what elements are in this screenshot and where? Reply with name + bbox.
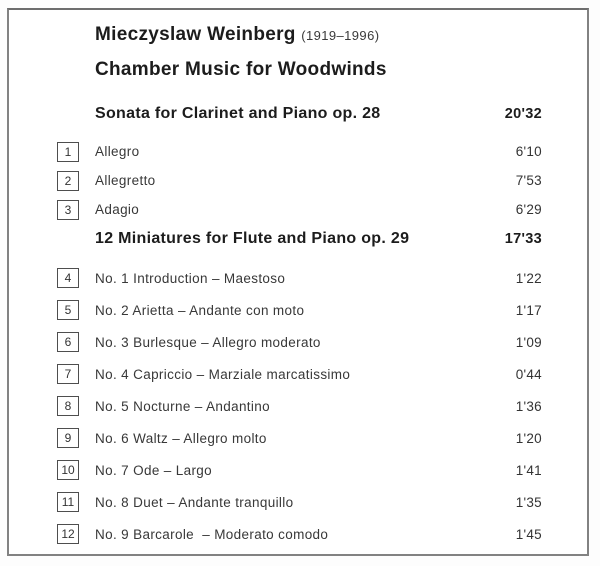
- track-row: [57, 262, 542, 294]
- work-title: 12 Miniatures for Flute and Piano op. 29: [95, 230, 410, 247]
- track-duration: 1'36: [515, 398, 542, 414]
- track-number-box: 1: [57, 142, 79, 162]
- work-duration: 17'33: [504, 231, 542, 247]
- track-title: No. 1 Introduction – Maestoso: [95, 270, 286, 286]
- track-duration: 1'35: [515, 494, 542, 510]
- work-section: [57, 105, 542, 224]
- track-title: No. 8 Duet – Andante tranquillo: [95, 494, 294, 510]
- work-header: [57, 105, 542, 127]
- track-row: [57, 390, 542, 422]
- track-title: No. 5 Nocturne – Andantino: [95, 398, 270, 414]
- track-title: Allegro: [95, 144, 140, 159]
- track-duration: 1'22: [515, 270, 542, 286]
- track-number-box: 10: [57, 460, 79, 480]
- work-header: [57, 230, 542, 252]
- track-row: [57, 518, 542, 550]
- work-title: Sonata for Clarinet and Piano op. 28: [95, 105, 381, 122]
- track-number-box: 5: [57, 300, 79, 320]
- composer-name: Mieczyslaw Weinberg: [95, 24, 296, 45]
- track-number-box: 4: [57, 268, 79, 288]
- track-title: Adagio: [95, 202, 140, 217]
- track-duration: 7'53: [515, 173, 542, 188]
- work-duration: 20'32: [504, 106, 542, 122]
- track-row: [57, 422, 542, 454]
- composer-dates: (1919–1996): [301, 28, 380, 43]
- track-row: [57, 166, 542, 195]
- track-number-box: 7: [57, 364, 79, 384]
- track-row: [57, 195, 542, 224]
- track-title: No. 7 Ode – Largo: [95, 462, 213, 478]
- track-number-box: 6: [57, 332, 79, 352]
- track-title: No. 6 Waltz – Allegro molto: [95, 430, 267, 446]
- track-duration: 1'17: [515, 302, 542, 318]
- track-title: No. 3 Burlesque – Allegro moderato: [95, 334, 321, 350]
- track-title: No. 2 Arietta – Andante con moto: [95, 302, 305, 318]
- track-number-box: 8: [57, 396, 79, 416]
- track-row: [57, 358, 542, 390]
- track-row: [57, 454, 542, 486]
- track-row: [57, 486, 542, 518]
- track-duration: 1'20: [515, 430, 542, 446]
- track-duration: 1'09: [515, 334, 542, 350]
- track-number-box: 2: [57, 171, 79, 191]
- track-duration: 6'10: [515, 144, 542, 159]
- track-list: [57, 0, 542, 550]
- work-section: [57, 230, 542, 550]
- track-number-box: 11: [57, 492, 79, 512]
- track-number-box: 3: [57, 200, 79, 220]
- track-row: [57, 137, 542, 166]
- track-number-box: 9: [57, 428, 79, 448]
- track-duration: 0'44: [515, 366, 542, 382]
- track-row: [57, 294, 542, 326]
- track-title: No. 9 Barcarole – Moderato comodo: [95, 526, 329, 542]
- album-title: Chamber Music for Woodwinds: [95, 59, 387, 80]
- track-duration: 1'41: [515, 462, 542, 478]
- track-title: No. 4 Capriccio – Marziale marcatissimo: [95, 366, 351, 382]
- track-row: [57, 326, 542, 358]
- track-number-box: 12: [57, 524, 79, 544]
- track-title: Allegretto: [95, 173, 156, 188]
- track-duration: 1'45: [515, 526, 542, 542]
- track-duration: 6'29: [515, 202, 542, 217]
